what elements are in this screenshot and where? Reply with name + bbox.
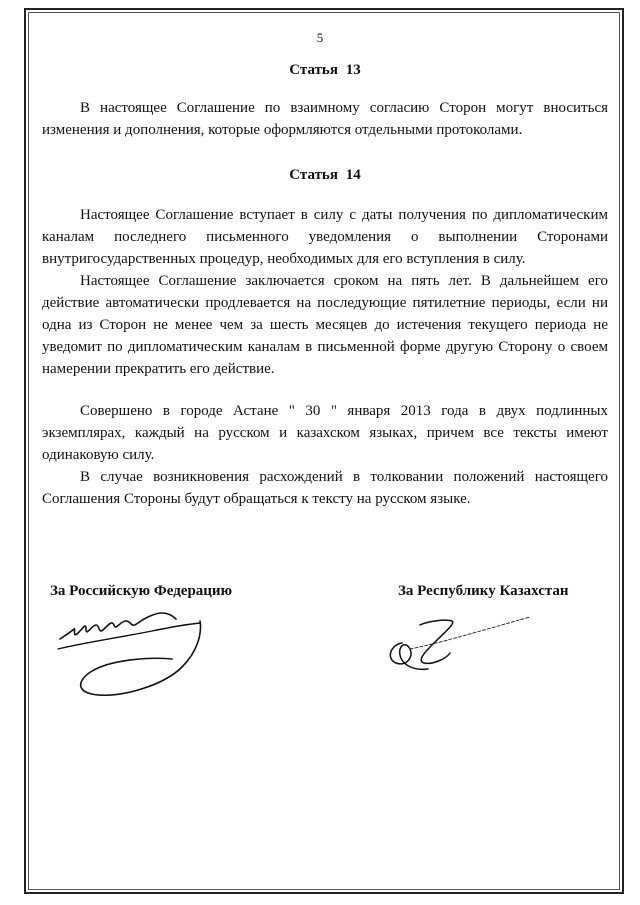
signatory-kazakhstan-label: За Республику Казахстан — [398, 583, 569, 599]
article-14-paragraph-1: Настоящее Соглашение вступает в силу с даты получения по дипломатическим каналам последнего письменного уведомления о выполнении Сторонами внутригосударственных процедур, необходимых для его вступления в силу. — [42, 207, 608, 267]
signatory-russia-label: За Российскую Федерацию — [50, 583, 233, 599]
article-13-heading: Статья 13 — [289, 62, 361, 78]
signature-kazakhstan — [380, 609, 550, 689]
article-13-paragraph: В настоящее Соглашение по взаимному согласию Сторон могут вноситься изменения и дополнения, которые оформляются отдельными протоколами. — [42, 100, 608, 138]
article-14-heading: Статья 14 — [289, 167, 361, 183]
closing-paragraph-2: В случае возникновения расхождений в толковании положений настоящего Соглашения Стороны будут обращаться к тексту на русском языке. — [42, 469, 608, 507]
signature-block — [0, 583, 640, 703]
page-number: 5 — [316, 30, 324, 45]
closing-paragraph-1: Совершено в городе Астане " 30 " января 2013 года в двух подлинных экземплярах, каждый на русском и казахском языках, причем все тексты имеют одинаковую силу. — [42, 403, 608, 463]
signature-russia — [52, 609, 232, 704]
document-body — [42, 62, 608, 510]
article-14-paragraph-2: Настоящее Соглашение заключается сроком на пять лет. В дальнейшем его действие автоматически продлевается на последующие пятилетние периоды, если ни одна из Сторон не менее чем за шесть месяцев до истечения текущего периода не уведомит по дипломатическим каналам в письменной форме другую Сторону о своем намерении прекратить его действие. — [42, 273, 608, 377]
